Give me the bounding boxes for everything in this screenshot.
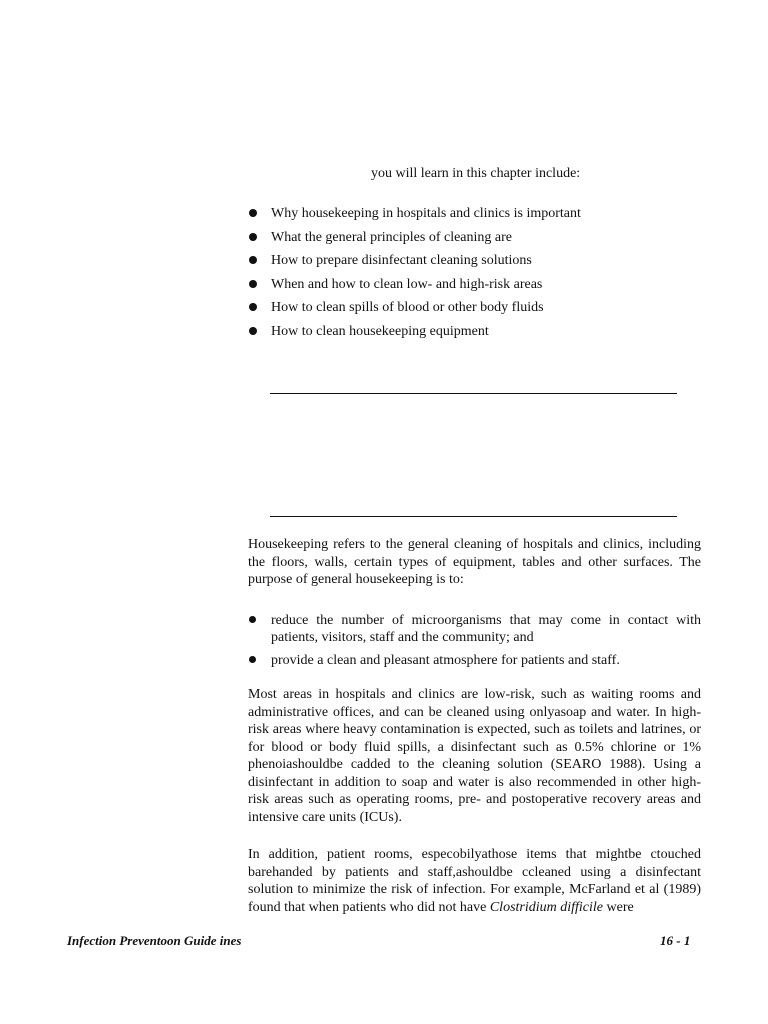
list-item-text: When and how to clean low- and high-risk areas bbox=[271, 276, 543, 292]
divider-bottom bbox=[270, 516, 677, 517]
paragraph-housekeeping-definition: Housekeeping refers to the general cleaning of hospitals and clinics, including the floors, walls, certain types of equipment, tables and other surfaces. The purpose of general housekeeping is to: bbox=[248, 537, 701, 587]
bullet-icon bbox=[249, 233, 257, 241]
list-item-text: Why housekeeping in hospitals and clinics is important bbox=[271, 206, 581, 221]
bullet-icon bbox=[249, 616, 256, 623]
learning-points-list bbox=[248, 205, 708, 346]
list-item bbox=[248, 652, 701, 669]
list-item-text: How to prepare disinfectant cleaning solutions bbox=[271, 253, 532, 268]
divider-top bbox=[270, 393, 677, 394]
list-item-text: How to clean spills of blood or other body fluids bbox=[271, 300, 544, 315]
bullet-icon bbox=[249, 303, 257, 311]
list-item bbox=[248, 276, 708, 293]
list-item-text: reduce the number of microorganisms that may come in contact with patients, visitors, staff and the community; and bbox=[271, 613, 701, 645]
list-item-text: provide a clean and pleasant atmosphere for patients and staff. bbox=[271, 653, 620, 668]
bullet-icon bbox=[249, 256, 257, 264]
purposes-list bbox=[248, 612, 701, 675]
paragraph-text: were bbox=[603, 899, 634, 915]
list-item bbox=[248, 205, 708, 222]
footer-title: Infection Preventoon Guide ines bbox=[67, 933, 242, 948]
bullet-icon bbox=[249, 327, 257, 335]
bullet-icon bbox=[249, 209, 257, 217]
list-item-text: What the general principles of cleaning are bbox=[271, 229, 512, 245]
list-item bbox=[248, 299, 708, 316]
bullet-icon bbox=[249, 280, 257, 288]
list-item bbox=[248, 252, 708, 269]
list-item-text: How to clean housekeeping equipment bbox=[271, 323, 489, 339]
page-number: 16 - 1 bbox=[660, 933, 691, 948]
list-item bbox=[248, 612, 701, 646]
list-item bbox=[248, 323, 708, 340]
bullet-icon bbox=[249, 656, 256, 663]
paragraph-text: In addition, patient rooms, especobilyathose items that mightbe ctouched barehanded by patients and staff,ashouldbe ccleaned using a disinfectant solution to minimize the risk of infection. For example, McFarland et al (1989) found that when patients who did not have bbox=[248, 847, 701, 915]
chapter-intro: you will learn in this chapter include: bbox=[371, 166, 581, 181]
organism-name: Clostridium difficile bbox=[489, 899, 604, 915]
paragraph-patient-rooms bbox=[248, 846, 701, 916]
paragraph-risk-areas: Most areas in hospitals and clinics are low-risk, such as waiting rooms and administrative offices, and can be cleaned using onlyasoap and water. In high-risk areas where heavy contamination is expected, such as toilets and latrines, or for blood or body fluid spills, a disinfectant such as 0.5% chlorine or 1% phenoiashouldbe cadded to the cleaning solution (SEARO 1988). Using a disinfectant in addition to soap and water is also recommended in other high-risk areas such as operating rooms, pre- and postoperative recovery areas and intensive care units (ICUs). bbox=[248, 687, 701, 825]
list-item bbox=[248, 229, 708, 246]
